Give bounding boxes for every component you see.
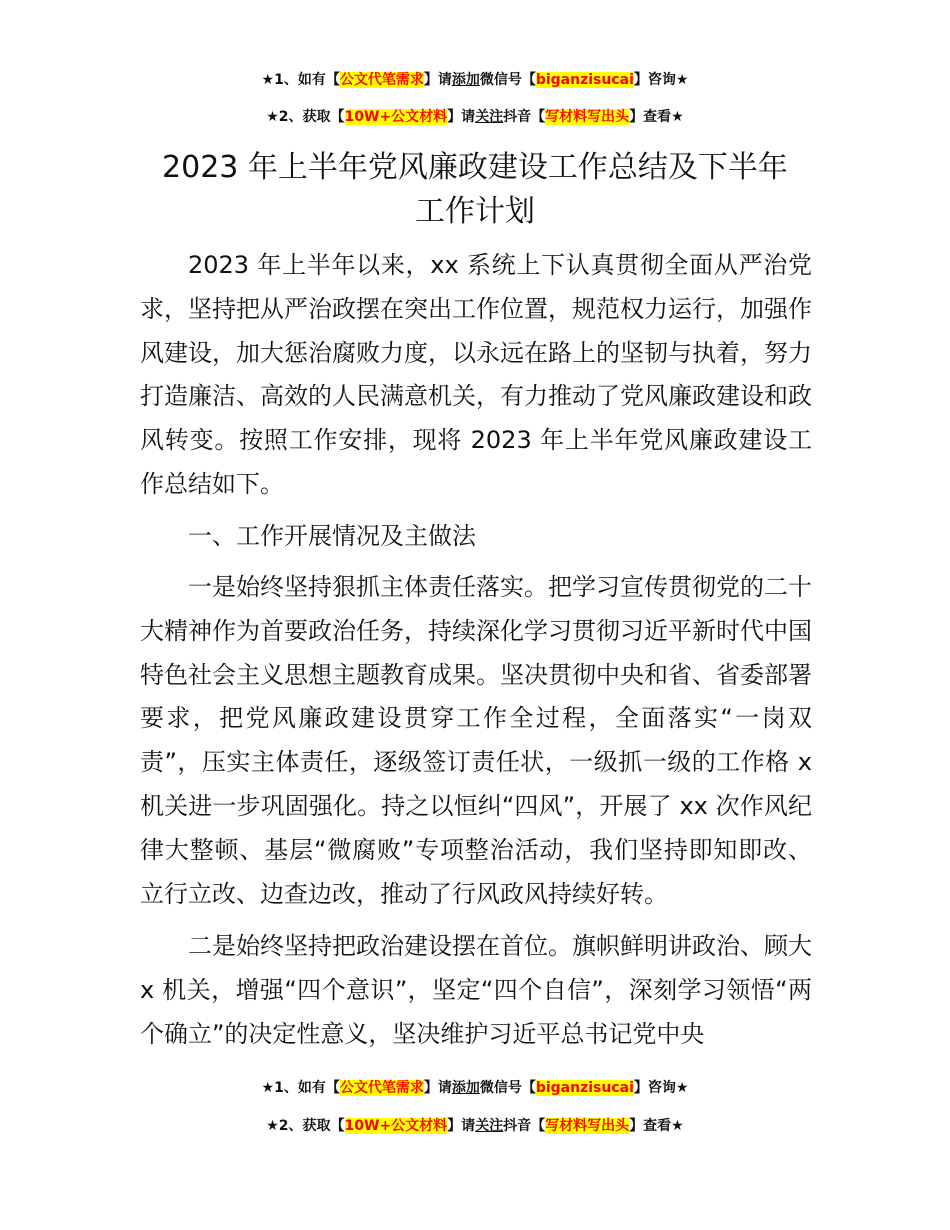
ad-highlight-service: 公文代笔需求	[339, 1080, 424, 1096]
ad-text: 】咨询★	[633, 1080, 689, 1096]
ad-text: 微信号【	[479, 72, 536, 88]
title-line-1: 2023 年上半年党风廉政建设工作总结及下半年	[162, 150, 788, 185]
ad-underline-text: 添加	[451, 72, 480, 88]
ad-underline-text: 关注	[475, 1118, 504, 1134]
ad-highlight-douyin-id: 写材料写出头	[545, 1118, 630, 1134]
ad-highlight-wechat-id: biganzisucai	[535, 72, 634, 88]
section-heading-1: 一、工作开展情况及主做法	[188, 522, 476, 550]
ad-highlight-materials: 10W+公文材料	[344, 109, 448, 125]
header-ad-line-1	[0, 70, 950, 90]
title-line-2: 工作计划	[415, 194, 535, 229]
ad-highlight-douyin-id: 写材料写出头	[545, 109, 630, 125]
document-title	[0, 146, 950, 234]
ad-text: 微信号【	[479, 1080, 536, 1096]
ad-text: 】请	[423, 72, 452, 88]
ad-highlight-service: 公文代笔需求	[339, 72, 424, 88]
ad-text: 】咨询★	[633, 72, 689, 88]
ad-underline-text: 关注	[475, 109, 504, 125]
footer-ad-line-1	[0, 1078, 950, 1098]
ad-text: ★2、获取【	[266, 109, 345, 125]
ad-text: 抖音【	[503, 109, 546, 125]
paragraph-point-1: 一是始终坚持狠抓主体责任落实。把学习宣传贯彻党的二十大精神作为首要政治任务，持续深化学习贯彻习近平新时代中国特色社会主义思想主题教育成果。坚决贯彻中央和省、省委部署要求，把党风廉政建设贯穿工作全过程，全面落实“一岗双责”，压实主体责任，逐级签订责任状，一级抓一级的工作格 x 机关进一步巩固强化。持之以恒纠“四风”，开展了 xx 次作风纪律大整顿、基层“微腐败”专项整治活动，我们坚持即知即改、立行立改、边查边改，推动了行风政风持续好转。	[140, 573, 812, 908]
ad-text: 】请	[423, 1080, 452, 1096]
ad-highlight-materials: 10W+公文材料	[344, 1118, 448, 1134]
ad-text: 】查看★	[629, 1118, 684, 1134]
ad-text: 抖音【	[503, 1118, 546, 1134]
ad-underline-text: 添加	[451, 1080, 480, 1096]
ad-text: ★2、获取【	[266, 1118, 345, 1134]
ad-text: 】查看★	[629, 109, 684, 125]
ad-text: 】请	[447, 1118, 476, 1134]
ad-text: 】请	[447, 109, 476, 125]
ad-text: ★1、如有【	[261, 72, 340, 88]
paragraph-intro: 2023 年上半年以来，xx 系统上下认真贯彻全面从严治党求，坚持把从严治政摆在突出工作位置，规范权力运行，加强作风建设，加大惩治腐败力度，以永远在路上的坚韧与执着，努力打造廉洁、高效的人民满意机关，有力推动了党风廉政建设和政风转变。按照工作安排，现将 2023 年上半年党风廉政建设工作总结如下。	[140, 251, 812, 498]
ad-text: ★1、如有【	[261, 1080, 340, 1096]
footer-ad-line-2	[0, 1116, 950, 1136]
paragraph-point-2: 二是始终坚持把政治建设摆在首位。旗帜鲜明讲政治、顾大 x 机关，增强“四个意识”，坚定“四个自信”，深刻学习领悟“两个确立”的决定性意义，坚决维护习近平总书记党中央	[140, 932, 812, 1048]
header-ad-line-2	[0, 107, 950, 127]
ad-highlight-wechat-id: biganzisucai	[535, 1080, 634, 1096]
